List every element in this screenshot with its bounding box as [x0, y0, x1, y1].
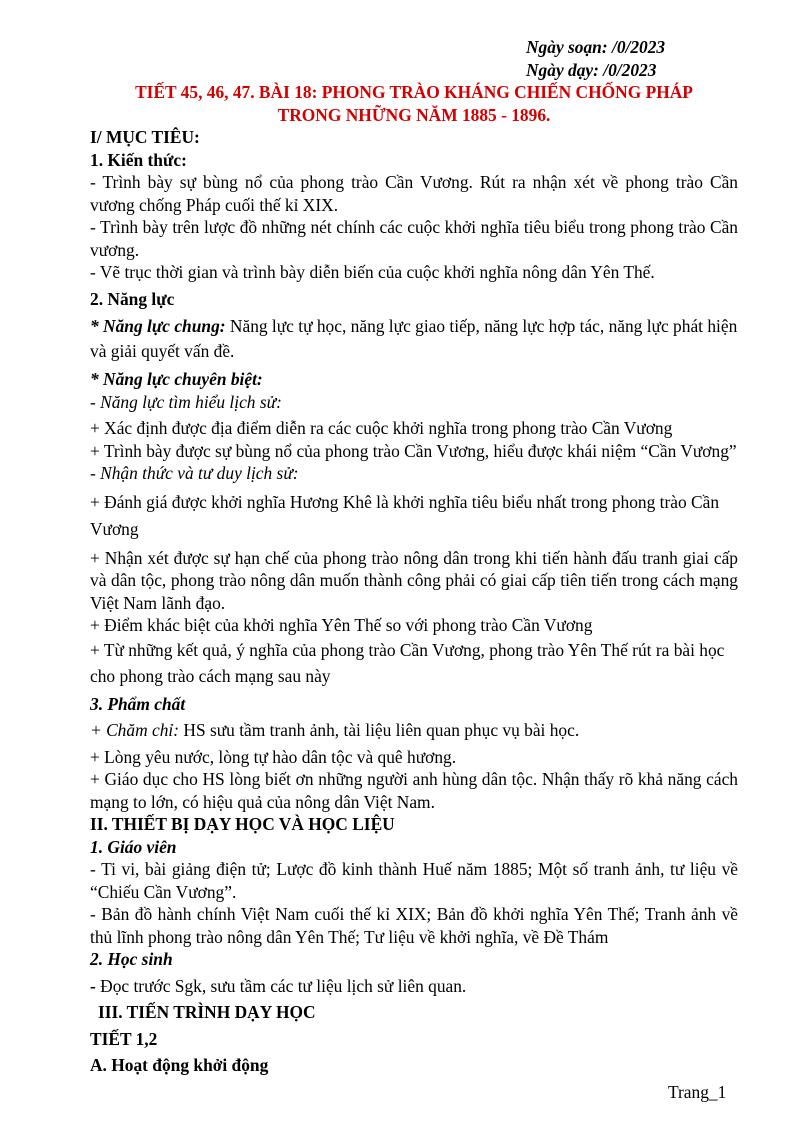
thinking-item-1: + Đánh giá được khởi nghĩa Hương Khê là khởi nghĩa tiêu biểu nhất trong phong trào Cần Vương [90, 491, 720, 539]
date-taught: Ngày dạy: /0/2023 [526, 59, 657, 80]
teacher-item-1: - Ti vi, bài giảng điện tử; Lược đồ kinh thành Huế năm 1885; Một số tranh ảnh, tư liệu về “Chiếu Cần Vương”. [90, 859, 738, 902]
section-objectives-heading: I/ MỤC TIÊU: [90, 127, 200, 147]
page-number: Trang_1 [668, 1082, 727, 1102]
lesson-title-line-2: TRONG NHỮNG NĂM 1885 - 1896. [277, 104, 551, 125]
quality-item-1 [90, 719, 738, 742]
thinking-item-3: + Điểm khác biệt của khởi nghĩa Yên Thế so với phong trào Cần Vương [90, 615, 593, 635]
document-page [90, 36, 738, 1077]
quality-item-3: + Giáo dục cho HS lòng biết ơn những người anh hùng dân tộc. Nhận thấy rõ khả năng cách mạng to lớn, có hiệu quả của nông dân Việt Nam. [90, 769, 738, 812]
special-ability-label: * Năng lực chuyên biệt: [90, 369, 263, 389]
thinking-item-2: + Nhận xét được sự hạn chế của phong trào nông dân trong khi tiến hành đấu tranh giai cấp và dân tộc, phong trào nông dân muốn thành công phải có giai cấp tiên tiến trong cách mạng Việt Nam lãnh đạo. [90, 547, 738, 613]
activity-heading: A. Hoạt động khởi động [90, 1055, 269, 1075]
thinking-item-4: + Từ những kết quả, ý nghĩa của phong trào Cần Vương, phong trào Yên Thế rút ra bài học cho phong trào cách mạng sau này [90, 639, 725, 686]
quality-item-1-text: HS sưu tầm tranh ảnh, tài liệu liên quan phục vụ bài học. [179, 720, 580, 740]
general-ability-text: Năng lực tự học, năng lực giao tiếp, năng lực hợp tác, năng lực phát hiện và giải quyết vấn đề. [90, 316, 738, 361]
general-ability-label: * Năng lực chung: [90, 316, 226, 336]
quality-heading: 3. Phẩm chất [90, 693, 186, 714]
research-item-2: + Trình bày được sự bùng nổ của phong trào Cần Vương, hiểu được khái niệm “Cần Vương” [90, 440, 737, 461]
knowledge-item-2: - Trình bày trên lược đồ những nét chính các cuộc khởi nghĩa tiêu biểu trong phong trào Cần vương. [90, 217, 738, 260]
research-ability-label: - Năng lực tìm hiểu lịch sử: [90, 391, 282, 412]
student-heading: 2. Học sinh [90, 949, 173, 969]
section-process-heading: III. TIẾN TRÌNH DẠY HỌC [98, 1002, 316, 1022]
knowledge-item-1: - Trình bày sự bùng nổ của phong trào Cần Vương. Rút ra nhận xét về phong trào Cần vương chống Pháp cuối thế kỉ XIX. [90, 172, 738, 215]
general-ability [90, 314, 738, 364]
section-equipment-heading: II. THIẾT BỊ DẠY HỌC VÀ HỌC LIỆU [90, 814, 395, 834]
quality-item-2: + Lòng yêu nước, lòng tự hào dân tộc và quê hương. [90, 746, 457, 767]
lesson-title-line-1: TIẾT 45, 46, 47. BÀI 18: PHONG TRÀO KHÁNG CHIẾN CHỐNG PHÁP [135, 82, 693, 102]
student-item-1 [90, 975, 738, 998]
research-item-1: + Xác định được địa điểm diễn ra các cuộc khởi nghĩa trong phong trào Cần Vương [90, 418, 673, 438]
knowledge-heading: 1. Kiến thức: [90, 149, 187, 170]
student-item-1-text: Đọc trước Sgk, sưu tầm các tư liệu lịch sử liên quan. [95, 975, 467, 996]
date-prepared: Ngày soạn: /0/2023 [526, 37, 666, 57]
student-item-1-dash: - [90, 975, 96, 996]
thinking-ability-label: - Nhận thức và tư duy lịch sử: [90, 463, 299, 483]
knowledge-item-3: - Vẽ trục thời gian và trình bày diễn biến của cuộc khởi nghĩa nông dân Yên Thế. [90, 262, 655, 282]
quality-item-1-label: + Chăm chỉ: [90, 720, 180, 740]
teacher-item-2: - Bản đồ hành chính Việt Nam cuối thế kỉ XIX; Bản đồ khởi nghĩa Yên Thế; Tranh ảnh về thủ lĩnh phong trào nông dân Yên Thế; Tư liệu về khởi nghĩa, về Đề Thám [90, 904, 738, 947]
ability-heading: 2. Năng lực [90, 288, 175, 309]
teacher-heading: 1. Giáo viên [90, 836, 177, 857]
period-heading: TIẾT 1,2 [90, 1028, 158, 1049]
